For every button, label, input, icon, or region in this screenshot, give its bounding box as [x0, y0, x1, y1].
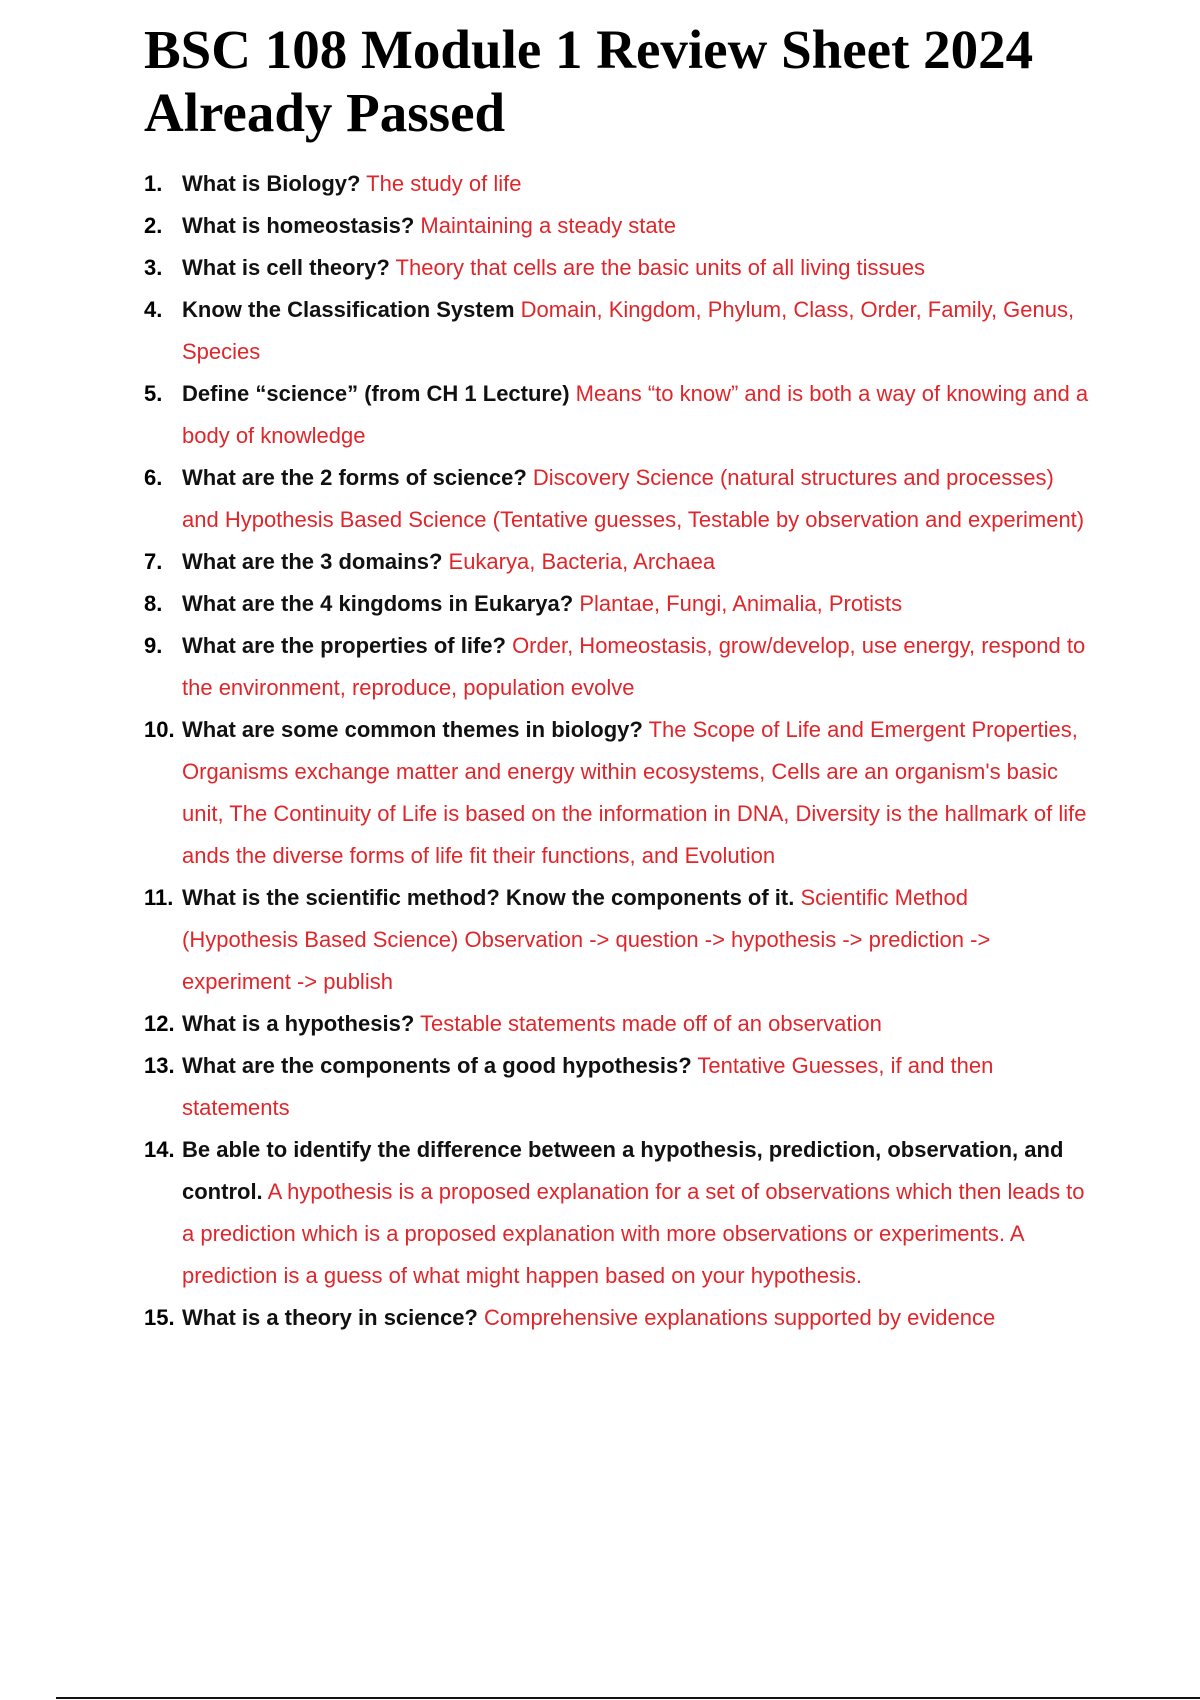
answer-text: Domain, Kingdom, Phylum, Class, Order, Family, Genus, Species [182, 297, 1075, 364]
item-number: 12. [144, 1011, 175, 1036]
item-number: 10. [144, 717, 175, 742]
answer-text: Comprehensive explanations supported by evidence [484, 1305, 996, 1330]
question-text: Be able to identify the difference between a hypothesis, prediction, observation, and control. [182, 1137, 1064, 1204]
list-item [144, 1045, 1090, 1129]
list-item [144, 709, 1090, 877]
item-number: 2. [144, 213, 163, 238]
question-text: What are the properties of life? [182, 633, 506, 658]
question-text: Define “science” (from CH 1 Lecture) [182, 381, 570, 406]
item-number: 7. [144, 549, 163, 574]
question-text: What are the 4 kingdoms in Eukarya? [182, 591, 574, 616]
answer-text: Testable statements made off of an observation [419, 1011, 882, 1036]
question-text: What is a hypothesis? [182, 1011, 415, 1036]
item-number: 1. [144, 171, 163, 196]
item-number: 3. [144, 255, 163, 280]
item-number: 8. [144, 591, 163, 616]
item-number: 6. [144, 465, 163, 490]
item-number: 15. [144, 1305, 175, 1330]
page-title: BSC 108 Module 1 Review Sheet 2024 Already Passed [144, 19, 1034, 143]
list-item [144, 247, 1090, 289]
question-text: What are the components of a good hypothesis? [182, 1053, 692, 1078]
question-text: What is the scientific method? Know the components of it. [182, 885, 795, 910]
list-item [144, 625, 1090, 709]
list-item [144, 289, 1090, 373]
answer-text: Tentative Guesses, if and then statements [182, 1053, 994, 1120]
list-item [144, 457, 1090, 541]
question-text: What is homeostasis? [182, 213, 415, 238]
answer-text: Order, Homeostasis, grow/develop, use energy, respond to the environment, reproduce, population evolve [182, 633, 1086, 700]
answer-text: Means “to know” and is both a way of knowing and a body of knowledge [182, 381, 1089, 448]
item-number: 9. [144, 633, 163, 658]
item-number: 13. [144, 1053, 175, 1078]
item-number: 14. [144, 1137, 175, 1162]
review-question-list [144, 163, 1090, 1339]
item-number: 11. [144, 885, 174, 910]
list-item [144, 1297, 1090, 1339]
item-number: 4. [144, 297, 163, 322]
question-text: What are the 2 forms of science? [182, 465, 527, 490]
list-item [144, 541, 1090, 583]
question-text: What is a theory in science? [182, 1305, 478, 1330]
list-item [144, 1129, 1090, 1297]
answer-text: Eukarya, Bacteria, Archaea [448, 549, 716, 574]
list-item [144, 877, 1090, 1003]
question-text: What are the 3 domains? [182, 549, 443, 574]
answer-text: The study of life [366, 171, 522, 196]
answer-text: Plantae, Fungi, Animalia, Protists [579, 591, 903, 616]
answer-text: Maintaining a steady state [420, 213, 677, 238]
list-item [144, 373, 1090, 457]
list-item [144, 163, 1090, 205]
answer-text: Discovery Science (natural structures and processes) and Hypothesis Based Science (Tentative guesses, Testable by observation and experiment) [182, 465, 1085, 532]
answer-text: Scientific Method (Hypothesis Based Science) Observation -> question -> hypothesis -> prediction -> experiment -> publish [182, 885, 991, 994]
list-item [144, 1003, 1090, 1045]
answer-text: A hypothesis is a proposed explanation for a set of observations which then leads to a prediction which is a proposed explanation with more observations or experiments. A prediction is a guess of what might happen based on your hypothesis. [182, 1179, 1085, 1288]
question-text: What are some common themes in biology? [182, 717, 643, 742]
answer-text: The Scope of Life and Emergent Properties, Organisms exchange matter and energy within ecosystems, Cells are an organism's basic unit, The Continuity of Life is based on the information in DNA, Diversity is the hallmark of life ands the diverse forms of life fit their functions, and Evolution [182, 717, 1087, 868]
list-item [144, 205, 1090, 247]
item-number: 5. [144, 381, 163, 406]
answer-text: Theory that cells are the basic units of all living tissues [395, 255, 926, 280]
question-text: What is Biology? [182, 171, 361, 196]
list-item [144, 583, 1090, 625]
question-text: What is cell theory? [182, 255, 390, 280]
page-bottom-divider [56, 1697, 1200, 1699]
question-text: Know the Classification System [182, 297, 515, 322]
